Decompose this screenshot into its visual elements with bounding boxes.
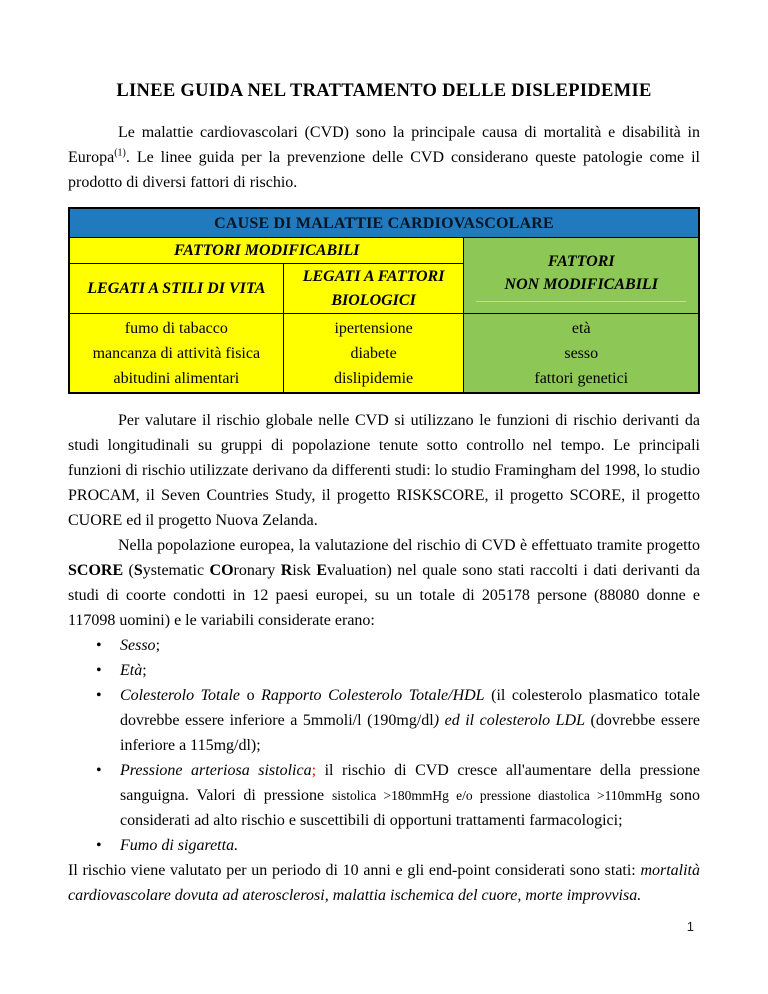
table-body-row	[69, 314, 699, 394]
modifiable-factors-header-cell: FATTORI MODIFICABILI	[69, 238, 464, 264]
non-modifiable-line1: FATTORI	[547, 252, 615, 270]
list-item-sesso: • Sesso;	[68, 633, 700, 658]
table-item: diabete	[350, 344, 397, 362]
variables-list	[68, 633, 700, 858]
list-item-pressione: • Pressione arteriosa sistolica; il rischio di CVD cresce all'aumentare della pressione sanguigna. Valori di pressione sistolica >180mmHg e/o pressione diastolica >110mmHg sono considerati ad alto rischio e suscettibili di opportuni trattamenti farmacologici;	[68, 758, 700, 833]
table-title-row	[69, 208, 699, 238]
non-modifiable-line2: NON MODIFICABILI	[504, 275, 658, 293]
risk-functions-paragraph: Per valutare il rischio globale nelle CVD si utilizzano le funzioni di rischio derivanti da studi longitudinali su gruppi di popolazione tenute sotto controllo nel tempo. Le principali funzioni di rischio utilizzate derivano da differenti studi: lo studio Framingham del 1998, lo studio PROCAM, il Seven Countries Study, il progetto RISKSCORE, il progetto SCORE, il progetto CUORE ed il progetto Nuova Zelanda.	[68, 412, 700, 529]
list-item-fumo: • Fumo di sigaretta.	[68, 833, 700, 858]
table-group-header-row	[69, 238, 699, 264]
table-item: ipertensione	[334, 319, 413, 337]
page-number: 1	[686, 919, 694, 934]
non-modifiable-factors-header-cell	[464, 238, 699, 314]
causes-table	[68, 207, 700, 394]
score-paragraph: Nella popolazione europea, la valutazione del rischio di CVD è effettuato tramite progetto SCORE (Systematic COronary Risk Evaluation) nel quale sono stati raccolti i dati derivanti da studi di coorte condotti in 12 paesi europei, su un totale di 205178 persone (88080 donne e 117098 uomini) e le variabili considerate erano:	[68, 537, 701, 629]
table-item: età	[571, 319, 591, 337]
table-item: fumo di tabacco	[124, 319, 228, 337]
table-item: dislipidemie	[334, 369, 414, 387]
underline-rule	[476, 301, 686, 302]
lifestyle-header-cell: LEGATI A STILI DI VITA	[69, 264, 283, 314]
intro-paragraph: Le malattie cardiovascolari (CVD) sono la principale causa di mortalità e disabilità in Europa$^{(1)}$. Le linee guida per la prevenzione delle CVD considerano queste patologie come il prodotto di diversi fattori di rischio.	[68, 124, 700, 191]
biological-items-cell	[283, 314, 464, 394]
table-item: fattori genetici	[534, 369, 629, 387]
closing-paragraph: Il rischio viene valutato per un periodo di 10 anni e gli end-point considerati sono stati: mortalità cardiovascolare dovuta ad aterosclerosi, malattia ischemica del cuore, morte improvvisa.	[68, 862, 700, 904]
biological-header-cell	[283, 264, 464, 314]
biological-header-line1: LEGATI A FATTORI	[302, 267, 445, 285]
table-item: sesso	[564, 344, 599, 362]
biological-header-line2: BIOLOGICI	[331, 291, 416, 309]
non-modifiable-items-cell	[464, 314, 699, 394]
list-item-colesterolo: • Colesterolo Totale o Rapporto Colesterolo Totale/HDL (il colesterolo plasmatico totale dovrebbe essere inferiore a 5mmoli/l (190mg/dl) ed il colesterolo LDL (dovrebbe essere inferiore a 115mg/dl);	[68, 683, 700, 758]
page-title: LINEE GUIDA NEL TRATTAMENTO DELLE DISLEPIDEMIE	[116, 81, 652, 101]
lifestyle-items-cell	[69, 314, 283, 394]
table-item: mancanza di attività fisica	[92, 344, 261, 362]
table-item: abitudini alimentari	[113, 369, 240, 387]
list-item-eta: • Età;	[68, 658, 700, 683]
table-title-cell: CAUSE DI MALATTIE CARDIOVASCOLARE	[69, 208, 699, 238]
